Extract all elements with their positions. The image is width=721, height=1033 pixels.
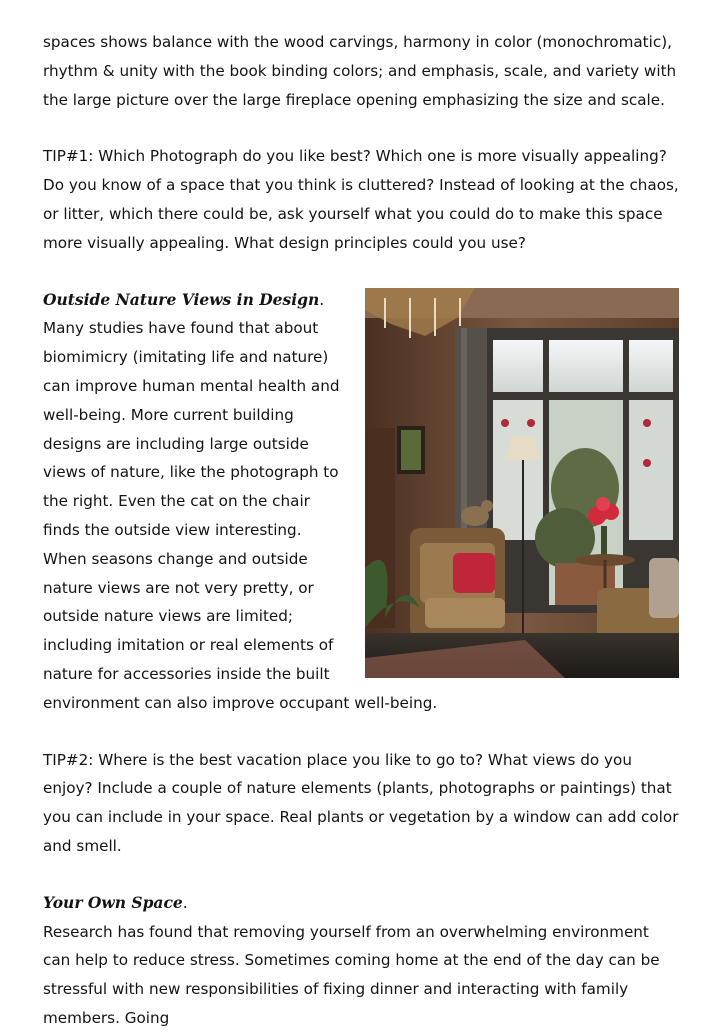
- tip2-paragraph: TIP#2: Where is the best vacation place you like to go to? What views do you enjoy? Include a couple of nature elements (plants, photographs or paintings) that you can include in your space. Real plants or vegetation by a window can add color and smell.: [43, 750, 679, 855]
- nature-paragraph-2: When seasons change and outside nature views are not very pretty, or outside nature views are limited; including imitation or real elements of nature for accessories inside the built environment can also improve occupant well-being.: [43, 549, 438, 712]
- document-page: [43, 28, 679, 1033]
- paragraph-spacer: [43, 718, 679, 746]
- heading-suffix: .: [319, 290, 325, 309]
- paragraph-spacer: [43, 861, 679, 889]
- heading-text: Outside Nature Views in Design: [43, 289, 320, 309]
- paragraph-spacer: [43, 114, 679, 142]
- paragraph-spacer: [43, 258, 679, 286]
- nature-views-section: [43, 286, 679, 718]
- tip1-paragraph: TIP#1: Which Photograph do you like best? Which one is more visually appealing? Do you know of a space that you think is cluttered? Instead of looking at the chaos, or litter, which there could be, ask yourself what you could do to make this space more visually appealing. What design principles could you use?: [43, 147, 679, 252]
- heading-text: Your Own Space: [43, 892, 183, 912]
- own-space-paragraph-1: Research has found that removing yourself from an overwhelming environment can help to reduce stress. Sometimes coming home at the end of the day can be stressful with new responsibilities of fixing dinner and interacting with family members. Going: [43, 922, 660, 1027]
- intro-paragraph: spaces shows balance with the wood carvings, harmony in color (monochromatic), rhythm & unity with the book binding colors; and emphasis, scale, and variety with the large picture over the large fireplace opening emphasizing the size and scale.: [43, 33, 677, 109]
- interior-room-with-garden-view-photo: [365, 288, 679, 678]
- nature-paragraph-1: Many studies have found that about biomimicry (imitating life and nature) can improve human mental health and well-being. More current building designs are including large outside views of nature, like the photograph to the right. Even the cat on the chair finds the outside view interesting.: [43, 319, 340, 539]
- section-heading-your-own-space: [43, 889, 679, 918]
- heading-suffix: .: [182, 893, 188, 912]
